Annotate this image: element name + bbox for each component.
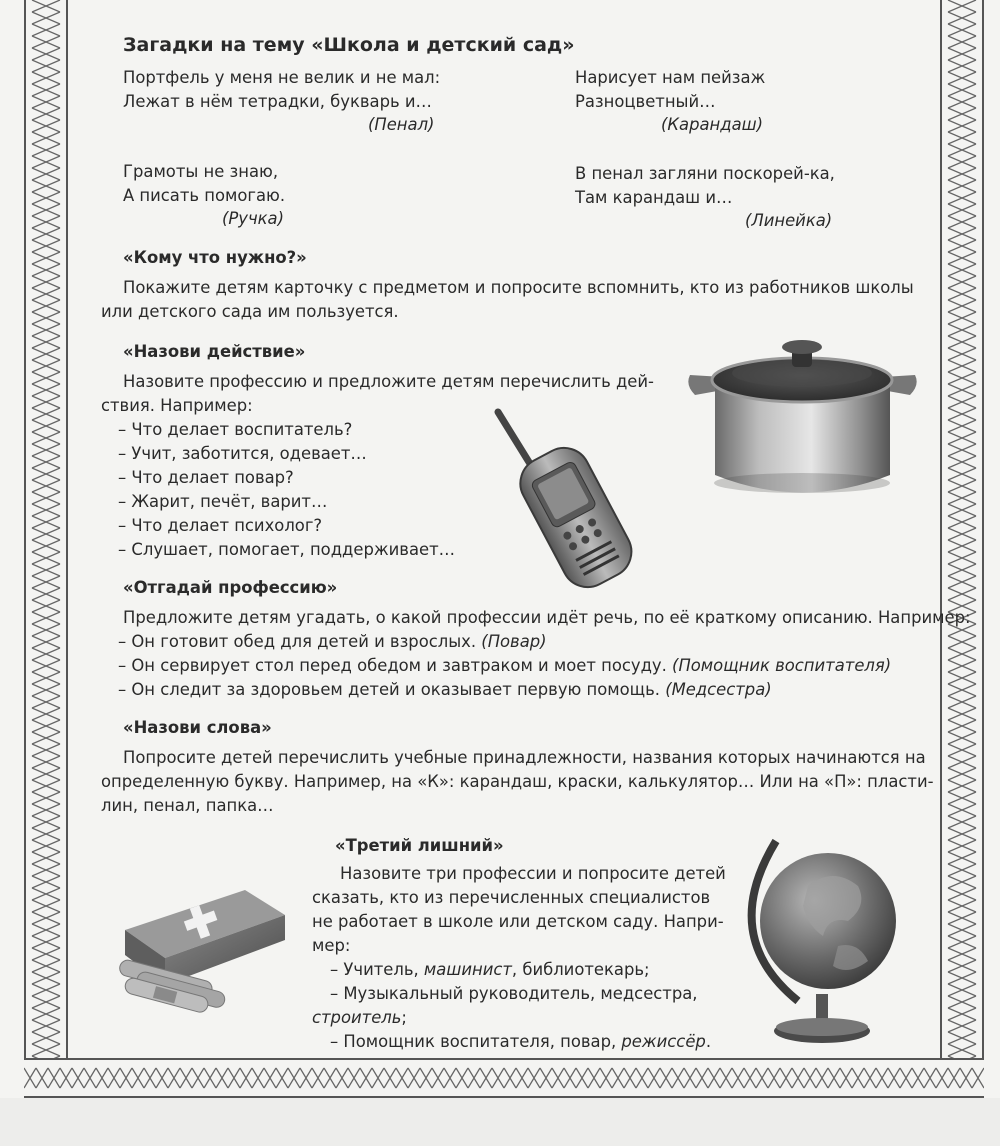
s2-item: – Что делает воспитатель? <box>118 420 353 439</box>
s4-line-1: Попросите детей перечислить учебные принадлежности, названия которых начинаются на <box>123 748 926 767</box>
s3-item: – Он готовит обед для детей и взрослых. (Повар) <box>118 632 547 651</box>
riddle-3-line-2: А писать помогаю. <box>123 186 286 205</box>
s2-item: – Жарит, печёт, варит… <box>118 492 328 511</box>
frame-bottom <box>24 1058 984 1098</box>
page-edge <box>0 1098 1000 1146</box>
s5-heading: «Третий лишний» <box>335 836 504 855</box>
riddle-2-line-1: Нарисует нам пейзаж <box>575 68 766 87</box>
s4-line-3: лин, пенал, папка… <box>101 796 274 815</box>
riddle-1-line-1: Портфель у меня не велик и не мал: <box>123 68 441 87</box>
s5-line-2: сказать, кто из перечисленных специалистов <box>312 888 711 907</box>
s2-item: – Что делает психолог? <box>118 516 323 535</box>
s3-heading: «Отгадай профессию» <box>123 578 338 597</box>
s5-line-4: мер: <box>312 936 351 955</box>
s2-item: – Учит, заботится, одевает… <box>118 444 367 463</box>
riddle-4-line-1: В пенал загляни поскорей-ка, <box>575 164 835 183</box>
first-aid-kit-icon <box>95 880 295 1020</box>
s5-example-3: – Помощник воспитателя, повар, режиссёр. <box>330 1032 712 1051</box>
s2-heading: «Назови действие» <box>123 342 306 361</box>
s2-text-2: ствия. Например: <box>101 396 253 415</box>
frame-right <box>940 0 984 1098</box>
s4-line-2: определенную букву. Например, на «К»: карандаш, краски, калькулятор… Или на «П»: пласти- <box>101 772 934 791</box>
s5-example-1: – Учитель, машинист, библиотекарь; <box>330 960 650 979</box>
s2-text-1: Назовите профессию и предложите детям перечислить дей- <box>123 372 654 391</box>
frame-left <box>24 0 68 1098</box>
walkie-talkie-icon <box>490 408 640 593</box>
s3-item: – Он сервирует стол перед обедом и завтраком и моет посуду. (Помощник воспитателя) <box>118 656 892 675</box>
s4-heading: «Назови слова» <box>123 718 272 737</box>
riddle-2-line-2: Разноцветный… <box>575 92 716 111</box>
cooking-pot-icon <box>685 335 920 500</box>
s2-item: – Слушает, помогает, поддерживает… <box>118 540 456 559</box>
riddle-1-line-2: Лежат в нём тетрадки, букварь и… <box>123 92 432 111</box>
globe-icon <box>738 826 898 1051</box>
riddle-1-answer: (Пенал) <box>368 115 435 134</box>
s5-example-2-cont: строитель; <box>312 1008 407 1027</box>
s3-intro: Предложите детям угадать, о какой профессии идёт речь, по её краткому описанию. Например: <box>123 608 971 627</box>
s2-item: – Что делает повар? <box>118 468 294 487</box>
s5-line-1: Назовите три профессии и попросите детей <box>340 864 726 883</box>
riddle-4-answer: (Линейка) <box>745 211 833 230</box>
s1-text-2: или детского сада им пользуется. <box>101 302 399 321</box>
s1-text-1: Покажите детям карточку с предметом и попросите вспомнить, кто из работников школы <box>123 278 914 297</box>
riddle-2-answer: (Карандаш) <box>661 115 764 134</box>
riddle-3-answer: (Ручка) <box>222 209 285 228</box>
s1-heading: «Кому что нужно?» <box>123 248 307 267</box>
s3-item: – Он следит за здоровьем детей и оказывает первую помощь. (Медсестра) <box>118 680 772 699</box>
page-title: Загадки на тему «Школа и детский сад» <box>123 34 575 56</box>
s5-example-2: – Музыкальный руководитель, медсестра, <box>330 984 698 1003</box>
s5-line-3: не работает в школе или детском саду. Напри- <box>312 912 724 931</box>
riddle-3-line-1: Грамоты не знаю, <box>123 162 279 181</box>
riddle-4-line-2: Там карандаш и… <box>575 188 733 207</box>
